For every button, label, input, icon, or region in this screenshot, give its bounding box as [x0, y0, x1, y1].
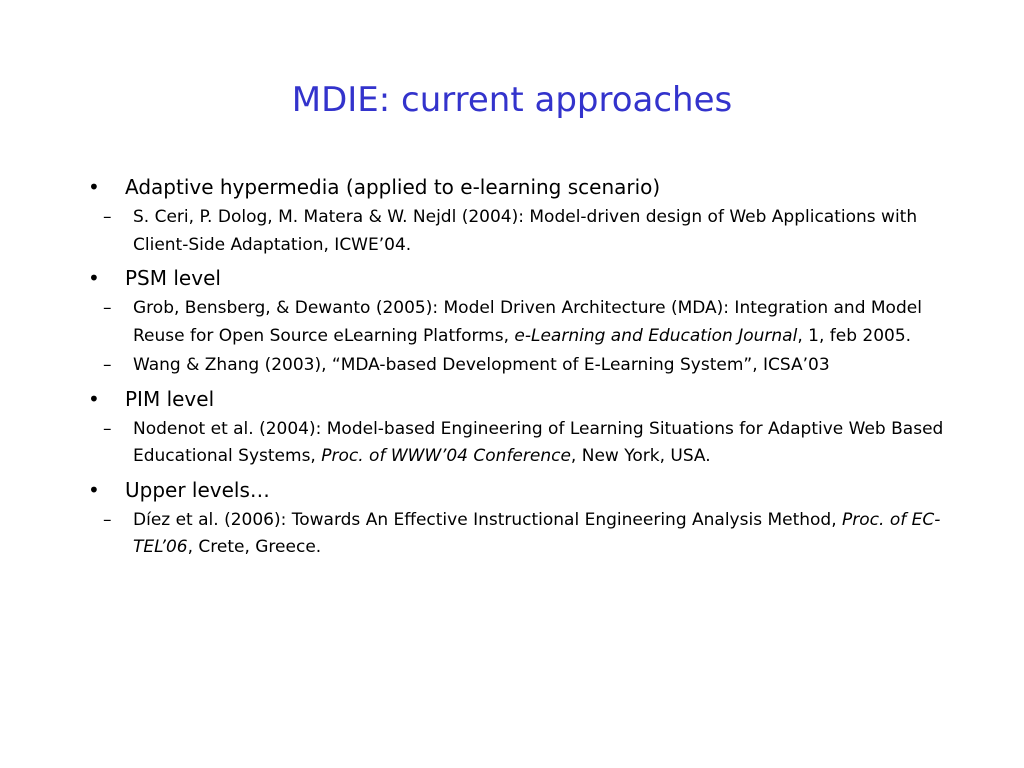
reference-text: Nodenot et al. (2004): Model-based Engineering of Learning Situations for Adaptive Web Based Educational Systems, [133, 418, 944, 466]
reference-italic: Proc. of EC-TEL’06 [133, 509, 941, 557]
reference-text: Grob, Bensberg, & Dewanto (2005): Model Driven Architecture (MDA): Integration and Model Reuse for Open Source eLearning Platforms, [133, 298, 922, 346]
bullet-list [88, 172, 948, 562]
bullet-item [88, 172, 948, 202]
dash-icon: – [103, 298, 112, 318]
reference-item [51, 204, 948, 259]
dash-icon: – [103, 509, 112, 530]
bullet-item [88, 384, 948, 414]
bullet-label: Upper levels… [125, 477, 270, 502]
bullet-label: PSM level [125, 266, 221, 290]
bullet-icon: • [88, 175, 100, 199]
reference-text: Díez et al. (2006): Towards An Effective Instructional Engineering Analysis Method, [133, 509, 843, 530]
reference-text: Wang & Zhang (2003), “MDA-based Development of E-Learning System”, ICSA’03 [133, 355, 830, 375]
reference-tail: , New York, USA. [570, 446, 711, 466]
dash-icon: – [103, 355, 112, 375]
slide-title: MDIE: current approaches [291, 80, 733, 120]
reference-item [51, 295, 948, 350]
bullet-icon: • [88, 386, 100, 411]
reference-tail: , 1, feb 2005. [797, 325, 912, 346]
reference-italic: Proc. of WWW’04 Conference [321, 446, 571, 466]
bullet-item [88, 263, 948, 293]
reference-item [51, 416, 948, 471]
bullet-icon: • [88, 266, 100, 290]
dash-icon: – [103, 207, 112, 227]
reference-item [51, 352, 948, 380]
reference-item [51, 507, 948, 562]
reference-tail: , Crete, Greece. [187, 537, 322, 557]
bullet-item [88, 475, 948, 505]
reference-italic: e-Learning and Education Journal [514, 325, 798, 346]
reference-text: S. Ceri, P. Dolog, M. Matera & W. Nejdl (2004): Model-driven design of Web Applications with Client-Side Adaptation, ICWE’04. [133, 207, 918, 255]
bullet-label: PIM level [125, 386, 215, 411]
bullet-label: Adaptive hypermedia (applied to e-learning scenario) [125, 175, 661, 199]
dash-icon: – [103, 418, 112, 439]
bullet-icon: • [88, 477, 100, 502]
